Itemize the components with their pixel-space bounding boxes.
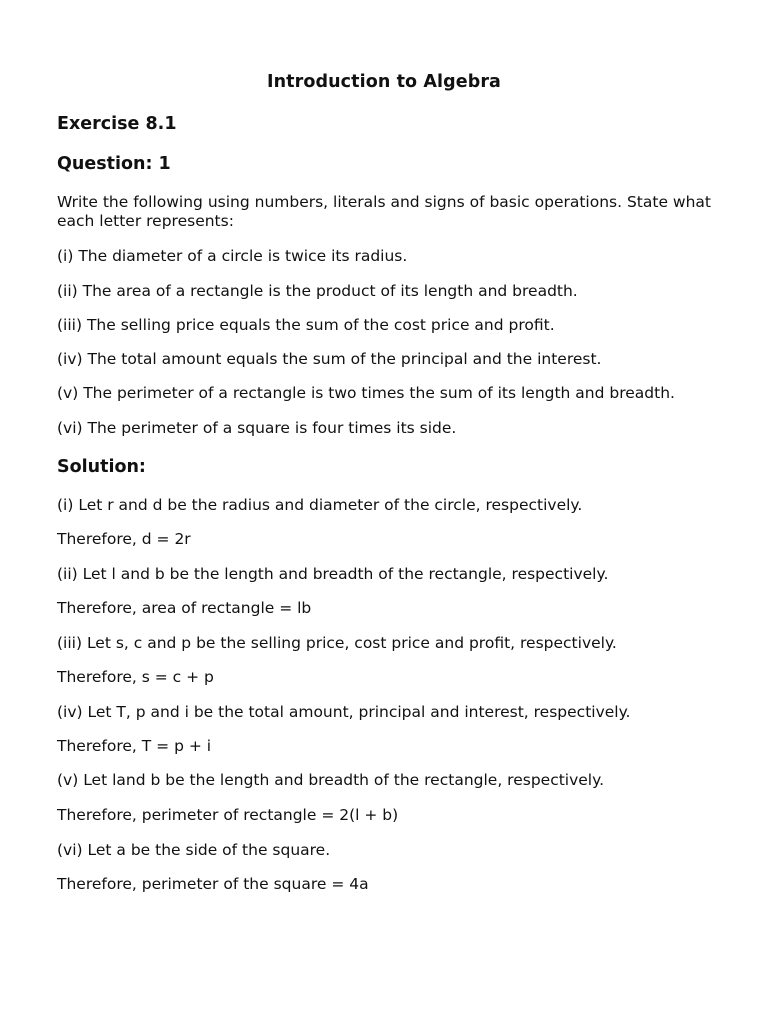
solution-heading: Solution: [57,457,146,477]
solution-line: (iv) Let T, p and i be the total amount, principal and interest, respectively. [57,703,631,721]
question-item: (vi) The perimeter of a square is four times its side. [57,419,457,437]
question-item: (i) The diameter of a circle is twice its radius. [57,247,408,265]
question-item: (iii) The selling price equals the sum of the cost price and profit. [57,316,555,334]
solution-line: Therefore, T = p + i [57,737,212,755]
solution-line: (ii) Let l and b be the length and breadth of the rectangle, respectively. [57,565,609,583]
solution-line: (iii) Let s, c and p be the selling price, cost price and profit, respectively. [57,634,617,652]
solution-line: Therefore, perimeter of the square = 4a [57,875,369,893]
question-heading: Question: 1 [57,154,171,174]
exercise-heading: Exercise 8.1 [57,114,177,134]
solution-line: (vi) Let a be the side of the square. [57,841,331,859]
question-intro: Write the following using numbers, literals and signs of basic operations. State what each letter represents: [57,193,711,230]
question-item: (v) The perimeter of a rectangle is two times the sum of its length and breadth. [57,384,675,402]
page-title: Introduction to Algebra [267,72,501,92]
solution-line: Therefore, area of rectangle = lb [57,599,312,617]
solution-line: Therefore, d = 2r [57,530,191,548]
solution-line: (i) Let r and d be the radius and diameter of the circle, respectively. [57,496,583,514]
question-item: (iv) The total amount equals the sum of the principal and the interest. [57,350,602,368]
solution-line: Therefore, perimeter of rectangle = 2(l + b) [57,806,399,824]
solution-line: (v) Let land b be the length and breadth of the rectangle, respectively. [57,771,605,789]
question-item: (ii) The area of a rectangle is the product of its length and breadth. [57,282,578,300]
solution-line: Therefore, s = c + p [57,668,214,686]
